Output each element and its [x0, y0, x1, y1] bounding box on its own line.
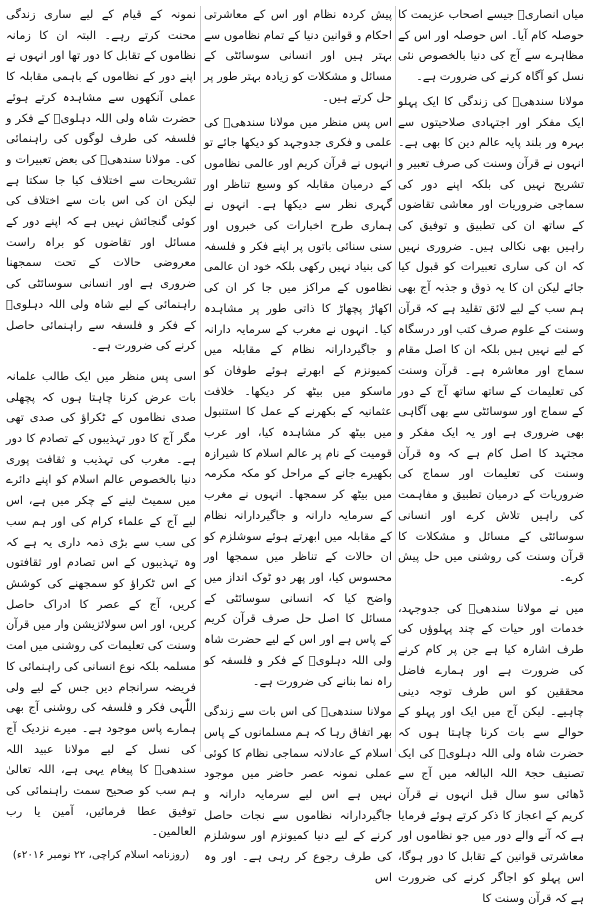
- column-divider: [395, 6, 396, 752]
- paragraph: میاں انصاریؒ جیسے اصحاب عزیمت کا حوصلہ کام آیا۔ اس حوصلہ اور اس کے مظاہرے سے آج کی دنیا بالخصوص نئی نسل کو آگاہ کرنے کی ضرورت ہے۔: [398, 7, 584, 84]
- left-column: [5, 4, 196, 862]
- paragraph: مولانا سندھیؒ کی اس بات سے زندگی بھر اتفاق رہا کہ ہم مسلمانوں کے پاس اسلام کے عادلانہ سماجی نظام کا کوئی عملی نمونہ عصر حاضر میں موجود نہیں ہے اس لیے سرمایہ دارانہ و جاگیردارانہ نظاموں سے نجات حاصل کرنے کے لیے دنیا کمیونزم اور سوشلزم کی طرف رجوع کر رہی ہے۔ اور وہ اس: [204, 704, 392, 884]
- paragraph: اس پس منظر میں مولانا سندھیؒ کی علمی و فکری جدوجہد کو دیکھا جائے تو انہوں نے قرآن کریم اور عالمی نظاموں کے درمیان مقابلہ کو وسیع تناظر اور گہری نظر سے دیکھا ہے۔ انہوں نے ہماری طرح اخبارات کی خبروں اور سنی سنائی باتوں پر اپنے فکر و فلسفہ کی بنیاد نہیں رکھی بلکہ خود ان عالمی نظاموں کے مراکز میں جا کر ان کی اکھاڑ پچھاڑ کا ذاتی طور پر مشاہدہ کیا۔ انہوں نے مغرب کے سرمایہ دارانہ و جاگیردارانہ نظام کے مقابلہ میں کمیونزم کے ابھرتے ہوئے طوفان کو ماسکو میں بیٹھ کر دیکھا۔ خلافت عثمانیہ کے بکھرنے کے عمل کا استنبول میں بیٹھ کر مشاہدہ کیا، اور عرب قومیت کے نام پر عالم اسلام کا شیرازہ بکھیرے جانے کے مراحل کو مکہ مکرمہ میں بیٹھ کر سمجھا۔ انہوں نے مغرب کے سرمایہ دارانہ و جاگیردارانہ نظام کے مقابلہ میں ابھرتے ہوئے سوشلزم کو ان حالات کے تناظر میں سمجھا اور محسوس کیا، اور پھر دو ٹوک انداز میں واضح کیا کہ انسانی سوسائٹی کے مسائل کا اصل حل صرف قرآن کریم کے پاس ہے اور اس کے لیے حضرت شاہ ولی اللہ دہلویؒ کے فکر و فلسفہ کو راہ نما بنانے کی ضرورت ہے۔: [204, 114, 392, 688]
- column-divider: [200, 6, 201, 752]
- source-citation: (روزنامہ اسلام کراچی، ۲۲ نومبر ۲۰۱۶ء): [12, 849, 190, 862]
- paragraph: مولانا سندھیؒ کی زندگی کا ایک پہلو ایک مفکر اور اجتہادی صلاحیتوں سے بہرہ ور بلند پایہ عالم دین کا بھی ہے۔ انہوں نے قرآن وسنت کی صرف تعبیر و تشریح نہیں کی بلکہ اپنے دور کی سماجی ضروریات اور معاشی تقاضوں کے ساتھ ان کی تطبیق و توفیق کی راہیں بھی نکالی ہیں۔ ضروری نہیں کہ ان کی ساری تعبیرات کو قبول کیا جائے لیکن ان کا یہ ذوق و جذبہ آج بھی ہم سب کے لیے لائق تقلید ہے کہ قرآن وسنت کے علوم صرف کتب اور درسگاہ کے لیے نہیں ہیں بلکہ ان کا اصل مقام سماج اور معاشرہ ہے۔ قرآن وسنت کی تعلیمات کے ساتھ ساتھ آج کے دور کے سماج اور سوسائٹی سے بھی آگاہی بھی ضروری ہے اور یہ ایک مفکر و مجتہد کا اصل کام ہے کہ وہ قرآن وسنت کی تعلیمات اور سماج کی ضروریات کے درمیان تطبیق و مفاہمت کی راہیں تلاش کرے اور انسانی سوسائٹی کے مسائل و مشکلات کا قرآن وسنت کی روشنی میں حل پیش کرے۔: [398, 93, 584, 584]
- paragraph: پیش کردہ نظام اور اس کے معاشرتی احکام و قوانین دنیا کے تمام نظاموں سے بہتر ہیں اور انسانی سوسائٹی کے مسائل و مشکلات کو زیادہ بہتر طور پر حل کرتے ہیں۔: [204, 7, 392, 104]
- right-column: [398, 4, 584, 905]
- paragraph: اسی پس منظر میں ایک طالب علمانہ بات عرض کرنا چاہتا ہوں کہ پچھلی صدی نظاموں کے ٹکراؤ کی صدی تھی مگر آج کا دور تہذیبوں کے تصادم کا دور ہے۔ مغرب کی تہذیب و ثقافت پوری دنیا بالخصوص عالم اسلام کو اپنے دائرے میں سمیٹ لینے کے چکر میں ہے، اس لیے آج کے علماء کرام کی اور ہم سب کی سب سے بڑی ذمہ داری یہ ہے کہ وہ تہذیبوں کے اس تصادم اور ثقافتوں کے اس ٹکراؤ کو سمجھنے کی کوشش کریں، آج کے عصر کا ادراک حاصل کریں، اور اس سولائزیشن وار میں قرآن وسنت کی تعلیمات کی روشنی میں امت مسلمہ بلکہ نوع انسانی کی راہنمائی کا فریضہ سرانجام دیں جس کے لیے ولی اللّٰہی فکر و فلسفہ کی روشنی آج بھی ہمارے پاس موجود ہے۔ میرے نزدیک آج کی نسل کے لیے مولانا عبید اللہ سندھیؒ کا پیغام یہی ہے، اللہ تعالیٰ ہم سب کو صحیح سمت راہنمائی کی توفیق عطا فرمائیں، آمین یا رب العالمین۔: [5, 368, 196, 839]
- paragraph: نمونہ کے قیام کے لیے ساری زندگی محنت کرتے رہے۔ البتہ ان کا زمانہ نظاموں کے تقابل کا دور تھا اور انہوں نے اپنے دور کے نظاموں کے باہمی مقابلہ کا عملی آنکھوں سے مشاہدہ کرتے ہوئے حضرت شاہ ولی اللہ دہلویؒ کے فکر و فلسفہ کی طرف لوگوں کی راہنمائی کی۔ مولانا سندھیؒ کی بعض تعبیرات و تشریحات سے اختلاف کیا جا سکتا ہے لیکن ان کی اس بات سے اختلاف کی کوئی گنجائش نہیں ہے کہ اپنے دور کے مسائل اور تقاضوں کو براہ راست معروضی حالات کے تحت سمجھنا ضروری ہے اور انسانی سوسائٹی کی راہنمائی کے لیے شاہ ولی اللہ دہلویؒ کے فکر و فلسفہ سے راہنمائی حاصل کرنے کی ضرورت ہے۔: [6, 7, 196, 353]
- paragraph: میں نے مولانا سندھیؒ کی جدوجہد، خدمات اور حیات کے چند پہلوؤں کی طرف اشارہ کیا ہے جن پر کام کرنے کی ضرورت ہے اور ہمارے فاضل محققین کو اس طرف توجہ دینی چاہیے۔ لیکن آج میں ایک اور پہلو کے حوالے سے بات کرنا چاہتا ہوں کہ حضرت شاہ ولی اللہ دہلویؒ کی ایک تصنیف حجۃ اللہ البالغہ میں آج سے ڈھائی سو سال قبل انہوں نے قرآن کریم کے اعجاز کا ذکر کرتے ہوئے فرمایا ہے کہ آنے والے دور میں جو نظاموں اور معاشرتی قوانین کے تقابل کا دور ہوگا، اس پہلو کو اجاگر کرنے کی ضرورت ہے کہ قرآن وسنت کا: [398, 600, 584, 905]
- middle-column: [204, 4, 392, 884]
